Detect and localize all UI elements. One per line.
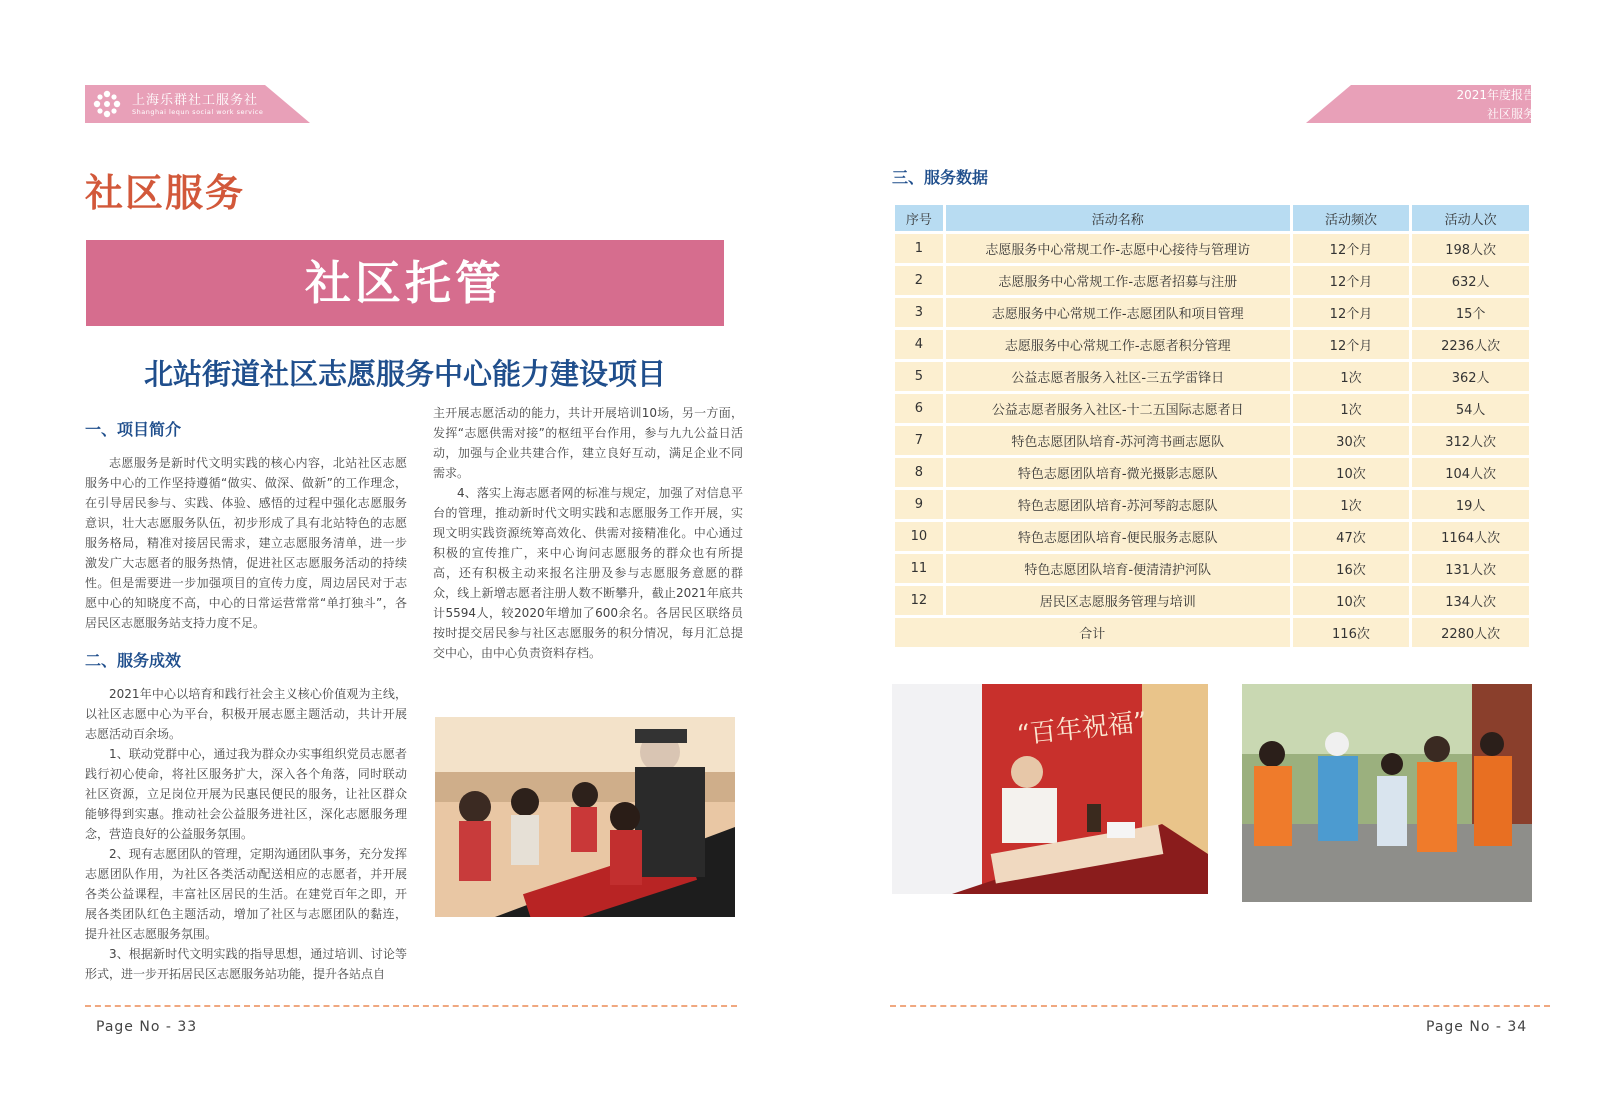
footer-divider xyxy=(85,1005,737,1007)
activity-name: 志愿服务中心常规工作-志愿者积分管理 xyxy=(946,330,1290,359)
participant-count: 15个 xyxy=(1412,298,1529,327)
participant-count: 2236人次 xyxy=(1412,330,1529,359)
activity-name: 志愿服务中心常规工作-志愿者招募与注册 xyxy=(946,266,1290,295)
activity-frequency: 12个月 xyxy=(1293,298,1410,327)
row-index: 11 xyxy=(895,554,943,583)
activity-name: 特色志愿团队培育-微光摄影志愿队 xyxy=(946,458,1290,487)
activity-name: 志愿服务中心常规工作-志愿中心接待与管理访 xyxy=(946,234,1290,263)
report-year-label: 2021年度报告 xyxy=(1456,88,1535,102)
photo-calligraphy-event xyxy=(892,684,1208,894)
results-paragraph: 4、落实上海志愿者网的标准与规定，加强了对信息平台的管理，推动新时代文明实践和志愿服务工作开展，实现文明实践资源统筹高效化、供需对接精准化。中心通过积极的宣传推广，来中心询问志愿服务的群众也有所提高，还有积极主动来报名注册及参与志愿服务意愿的群众，线上新增志愿者注册人数不断攀升，截止2021年底共计5594人，较2020年增加了600余名。各居民区联络员按时提交居民参与社区志愿服务的积分情况，每月汇总提交中心，由中心负责资料存档。 xyxy=(433,486,743,660)
table-row xyxy=(895,522,1529,551)
page-number: Page No - 34 xyxy=(1426,1019,1528,1035)
participant-count: 104人次 xyxy=(1412,458,1529,487)
column-header: 活动名称 xyxy=(946,205,1290,231)
participant-count: 19人 xyxy=(1412,490,1529,519)
activity-name: 公益志愿者服务入社区-三五学雷锋日 xyxy=(946,362,1290,391)
row-index: 12 xyxy=(895,586,943,615)
results-paragraph: 2、现有志愿团队的管理，定期沟通团队事务，充分发挥志愿团队作用，为社区各类活动配送相应的志愿者，并开展各类公益课程，丰富社区居民的生活。在建党百年之即，开展各类团队红色主题活动，增加了社区与志愿团队的黏连，提升社区志愿服务氛围。 xyxy=(85,847,407,941)
results-paragraph: 2021年中心以培育和践行社会主义核心价值观为主线，以社区志愿中心为平台，积极开展志愿主题活动，共计开展志愿活动百余场。 xyxy=(85,687,407,741)
participant-count: 131人次 xyxy=(1412,554,1529,583)
activity-name: 居民区志愿服务管理与培训 xyxy=(946,586,1290,615)
results-paragraph: 3、根据新时代文明实践的指导思想，通过培训、讨论等形式，进一步开拓居民区志愿服务站功能，提升各站点自 xyxy=(85,947,407,981)
total-label: 合计 xyxy=(895,618,1290,647)
participant-count: 632人 xyxy=(1412,266,1529,295)
table-row xyxy=(895,362,1529,391)
activity-frequency: 1次 xyxy=(1293,490,1410,519)
total-count: 2280人次 xyxy=(1412,618,1529,647)
intro-text: 志愿服务是新时代文明实践的核心内容，北站社区志愿服务中心的工作坚持遵循“做实、做深、做新”的工作理念，在引导居民参与、实践、体验、感悟的过程中强化志愿服务意识，壮大志愿服务队伍，初步形成了具有北站特色的志愿服务格局，精准对接居民需求，建立志愿服务清单，进一步激发广大志愿者的服务热情，促进社区志愿服务活动的持续性。但是需要进一步加强项目的宣传力度，周边居民对于志愿中心的知晓度不高，中心的日常运营常常“单打独斗”，各居民区志愿服务站支持力度不足。 xyxy=(85,456,407,630)
column-header: 活动人次 xyxy=(1412,205,1529,231)
activity-frequency: 47次 xyxy=(1293,522,1410,551)
participant-count: 198人次 xyxy=(1412,234,1529,263)
row-index: 1 xyxy=(895,234,943,263)
table-row xyxy=(895,234,1529,263)
activity-name: 公益志愿者服务入社区-十二五国际志愿者日 xyxy=(946,394,1290,423)
row-index: 9 xyxy=(895,490,943,519)
data-heading: 三、服务数据 xyxy=(892,168,989,187)
photo-volunteers-street xyxy=(1242,684,1532,902)
participant-count: 134人次 xyxy=(1412,586,1529,615)
activity-frequency: 30次 xyxy=(1293,426,1410,455)
results-paragraph: 主开展志愿活动的能力，共计开展培训10场，另一方面，发挥“志愿供需对接”的枢纽平台作用，参与九九公益日活动，加强与企业共建合作，建立良好互动，满足企业不同需求。 xyxy=(433,406,743,480)
org-name: 上海乐群社工服务社 xyxy=(132,93,259,108)
category-banner: 社区托管 xyxy=(86,240,724,326)
org-name-en: Shanghai lequn social work service xyxy=(132,108,264,116)
row-index: 5 xyxy=(895,362,943,391)
table-row xyxy=(895,490,1529,519)
activity-frequency: 12个月 xyxy=(1293,330,1410,359)
row-index: 2 xyxy=(895,266,943,295)
table-row xyxy=(895,426,1529,455)
results-continued xyxy=(433,403,743,663)
activity-name: 特色志愿团队培育-苏河湾书画志愿队 xyxy=(946,426,1290,455)
activity-frequency: 12个月 xyxy=(1293,234,1410,263)
results-paragraph: 1、联动党群中心，通过我为群众办实事组织党员志愿者践行初心使命，将社区服务扩大，深入各个角落，同时联动社区资源，立足岗位开展为民惠民便民的服务，让社区群众能够得到实惠。推动社会公益服务进社区，深化志愿服务理念，营造良好的公益服务氛围。 xyxy=(85,747,407,841)
row-index: 6 xyxy=(895,394,943,423)
row-index: 10 xyxy=(895,522,943,551)
row-index: 7 xyxy=(895,426,943,455)
activity-name: 志愿服务中心常规工作-志愿团队和项目管理 xyxy=(946,298,1290,327)
section-title: 社区服务 xyxy=(85,171,246,215)
report-section-label: 社区服务 xyxy=(1486,107,1535,121)
table-row xyxy=(895,266,1529,295)
activity-frequency: 10次 xyxy=(1293,586,1410,615)
participant-count: 54人 xyxy=(1412,394,1529,423)
column-header: 序号 xyxy=(895,205,943,231)
photo-banner-text: “百年祝福” xyxy=(1015,707,1149,751)
table-total-row xyxy=(895,618,1529,647)
table-row xyxy=(895,330,1529,359)
activity-frequency: 10次 xyxy=(1293,458,1410,487)
table-row xyxy=(895,298,1529,327)
activity-name: 特色志愿团队培育-便清清护河队 xyxy=(946,554,1290,583)
activity-name: 特色志愿团队培育-便民服务志愿队 xyxy=(946,522,1290,551)
table-row xyxy=(895,586,1529,615)
total-frequency: 116次 xyxy=(1293,618,1410,647)
participant-count: 362人 xyxy=(1412,362,1529,391)
page-number: Page No - 33 xyxy=(96,1019,198,1035)
row-index: 3 xyxy=(895,298,943,327)
photo-children-calligraphy xyxy=(435,717,735,917)
activity-frequency: 1次 xyxy=(1293,362,1410,391)
activity-name: 特色志愿团队培育-苏河琴韵志愿队 xyxy=(946,490,1290,519)
table-row xyxy=(895,554,1529,583)
project-title: 北站街道社区志愿服务中心能力建设项目 xyxy=(143,357,666,391)
intro-section xyxy=(85,417,407,984)
service-data-table xyxy=(892,202,1532,650)
column-header: 活动频次 xyxy=(1293,205,1410,231)
row-index: 8 xyxy=(895,458,943,487)
activity-frequency: 12个月 xyxy=(1293,266,1410,295)
results-heading: 二、服务成效 xyxy=(85,651,182,670)
row-index: 4 xyxy=(895,330,943,359)
table-header-row xyxy=(895,205,1529,231)
participant-count: 1164人次 xyxy=(1412,522,1529,551)
participant-count: 312人次 xyxy=(1412,426,1529,455)
flower-logo-icon xyxy=(91,88,123,120)
footer-divider xyxy=(890,1005,1550,1007)
activity-frequency: 1次 xyxy=(1293,394,1410,423)
activity-frequency: 16次 xyxy=(1293,554,1410,583)
intro-heading: 一、项目简介 xyxy=(85,420,182,439)
table-row xyxy=(895,458,1529,487)
table-row xyxy=(895,394,1529,423)
